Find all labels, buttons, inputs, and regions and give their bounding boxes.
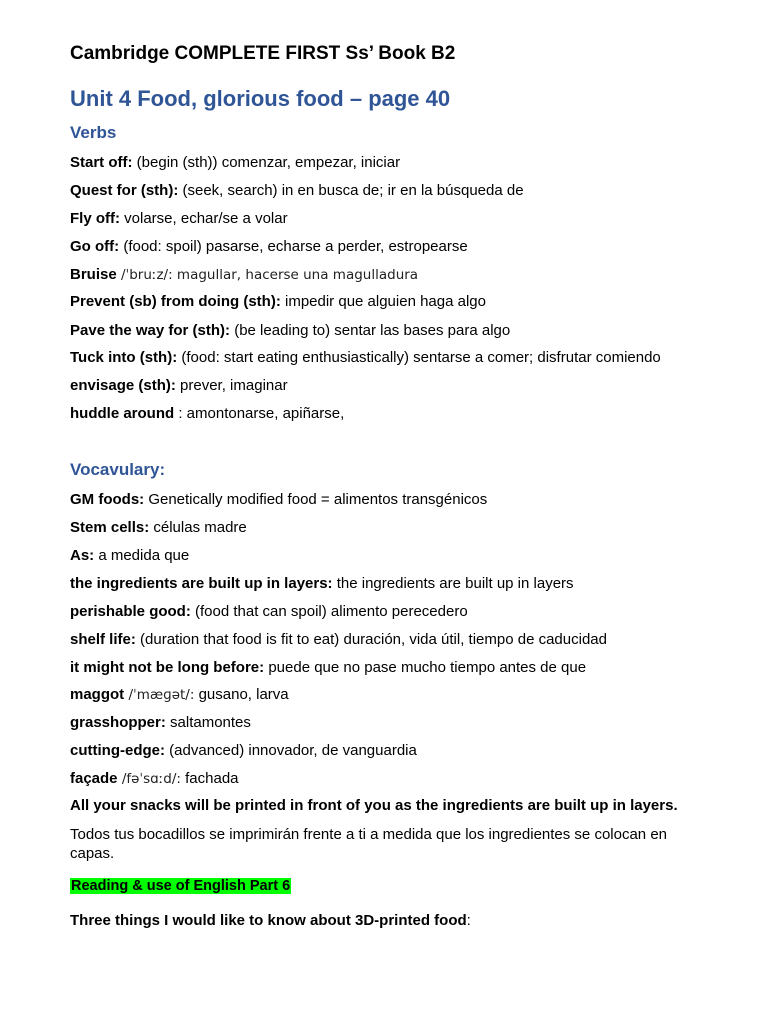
entry-definition: (advanced) innovador, de vanguardia: [165, 742, 417, 759]
entry-definition: (duration that food is fit to eat) duración, vida útil, tiempo de caducidad: [135, 631, 607, 648]
vocabulary-entry: [70, 574, 574, 594]
vocabulary-entry: [70, 518, 247, 538]
entry-pronunciation: /ˈmæɡət/:: [124, 687, 195, 703]
entry-term: Bruise: [70, 266, 117, 283]
verb-entry: [70, 237, 468, 257]
entry-definition: volarse, echar/se a volar: [120, 210, 288, 227]
entry-term: maggot: [70, 686, 125, 703]
entry-definition: (begin (sth)) comenzar, empezar, iniciar: [132, 154, 401, 171]
entry-pronunciation: /fəˈsɑːd/:: [117, 771, 181, 787]
unit-title: Unit 4 Food, glorious food – page 40: [70, 86, 451, 111]
entry-term: Stem cells:: [70, 519, 150, 536]
entry-term: Pave the way for (sth):: [70, 322, 231, 339]
entry-definition: impedir que alguien haga algo: [280, 293, 486, 310]
entry-definition: saltamontes: [165, 714, 251, 731]
vocabulary-entry: [70, 769, 239, 789]
entry-definition: prever, imaginar: [175, 377, 288, 394]
example-translation: Todos tus bocadillos se imprimirán frente a ti a medida que los ingredientes se colocan en capas.: [70, 826, 667, 862]
entry-term: huddle around: [70, 405, 175, 422]
entry-term: envisage (sth):: [70, 377, 176, 394]
entry-term: cutting-edge:: [70, 742, 165, 759]
entry-term: façade: [70, 770, 118, 787]
entry-term: GM foods:: [70, 491, 145, 508]
entry-term: Prevent (sb) from doing (sth):: [70, 293, 281, 310]
document-title: Cambridge COMPLETE FIRST Ss’ Book B2: [70, 43, 456, 64]
entry-definition: (seek, search) in en busca de; ir en la búsqueda de: [178, 182, 524, 199]
example-sentence: All your snacks will be printed in front of you as the ingredients are built up in layers.: [70, 797, 678, 814]
reading-question: [70, 912, 471, 929]
entry-definition: (food that can spoil) alimento perecedero: [190, 603, 468, 620]
verb-entry: [70, 265, 418, 285]
vocabulary-entry: [70, 602, 468, 622]
vocabulary-entry: [70, 546, 189, 566]
entry-definition: puede que no pase mucho tiempo antes de que: [264, 659, 587, 676]
vocabulary-entry: [70, 713, 251, 733]
entry-term: the ingredients are built up in layers:: [70, 575, 333, 592]
entry-term: Go off:: [70, 238, 120, 255]
entry-definition: the ingredients are built up in layers: [332, 575, 574, 592]
entry-definition: Genetically modified food = alimentos transgénicos: [144, 491, 488, 508]
entry-term: As:: [70, 547, 95, 564]
entry-term: perishable good:: [70, 603, 191, 620]
entry-definition: fachada: [180, 770, 239, 787]
entry-definition: : amontonarse, apiñarse,: [174, 405, 345, 422]
entry-pronunciation: /ˈbruːz/: magullar, hacerse una magulladura: [116, 267, 419, 283]
vocabulary-heading: Vocavulary:: [70, 460, 166, 479]
entry-term: Tuck into (sth):: [70, 349, 178, 366]
vocabulary-entry: [70, 741, 417, 761]
verb-entry: [70, 292, 486, 312]
entry-term: it might not be long before:: [70, 659, 265, 676]
entry-term: shelf life:: [70, 631, 136, 648]
question-colon: :: [466, 912, 471, 929]
entry-term: grasshopper:: [70, 714, 166, 731]
entry-definition: a medida que: [94, 547, 190, 564]
question-text: Three things I would like to know about 3D-printed food: [70, 912, 467, 929]
verb-entry: [70, 376, 288, 396]
reading-section-label: Reading & use of English Part 6: [71, 878, 291, 894]
vocabulary-entry: [70, 685, 289, 705]
verb-entry: [70, 153, 400, 173]
vocabulary-entry: [70, 630, 607, 650]
entry-term: Start off:: [70, 154, 133, 171]
entry-definition: células madre: [149, 519, 247, 536]
entry-definition: gusano, larva: [194, 686, 289, 703]
entry-term: Quest for (sth):: [70, 182, 179, 199]
verb-entry: [70, 404, 344, 424]
entry-term: Fly off:: [70, 210, 120, 227]
entry-definition: (food: start eating enthusiastically) sentarse a comer; disfrutar comiendo: [177, 349, 661, 366]
entry-definition: (be leading to) sentar las bases para algo: [230, 322, 511, 339]
verb-entry: [70, 348, 661, 368]
vocabulary-entry: [70, 658, 586, 678]
vocabulary-entry: [70, 490, 487, 510]
verbs-heading: Verbs: [70, 123, 117, 142]
entry-definition: (food: spoil) pasarse, echarse a perder, estropearse: [119, 238, 468, 255]
verb-entry: [70, 181, 524, 201]
verb-entry: [70, 321, 510, 341]
verb-entry: [70, 209, 288, 229]
